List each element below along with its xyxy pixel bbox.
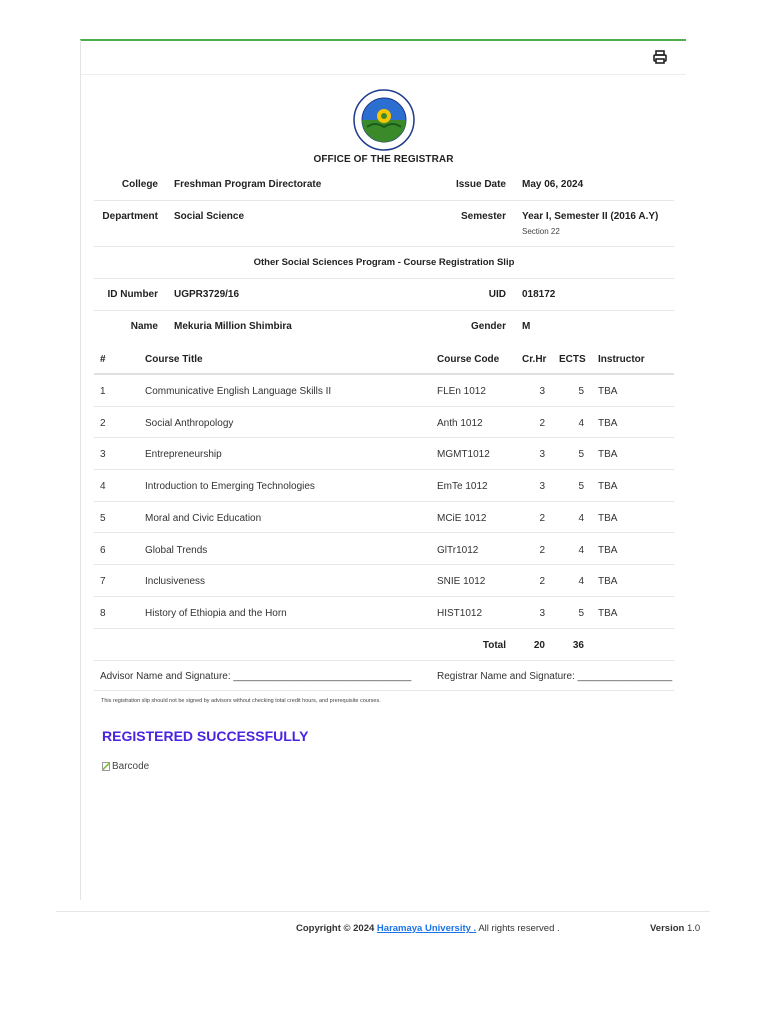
barcode-alt-text: Barcode xyxy=(112,761,150,772)
issue-date-label: Issue Date xyxy=(455,179,506,190)
course-code: GlTr1012 xyxy=(437,544,479,556)
info-row-id xyxy=(94,279,674,311)
table-row xyxy=(94,470,674,502)
footer-version xyxy=(650,923,700,934)
course-crhr: 3 xyxy=(539,481,545,493)
copyright-prefix: Copyright © 2024 xyxy=(296,923,375,934)
table-row xyxy=(94,565,674,597)
row-num: 7 xyxy=(100,576,106,588)
col-code-header: Course Code xyxy=(437,354,500,365)
row-num: 1 xyxy=(100,386,106,397)
course-instructor: TBA xyxy=(598,512,618,524)
slip-title: Other Social Sciences Program - Course Registration Slip xyxy=(253,257,515,268)
gender-label: Gender xyxy=(470,321,506,332)
office-title: OFFICE OF THE REGISTRAR xyxy=(313,154,454,165)
course-ects: 5 xyxy=(578,481,584,493)
uid-value: 018172 xyxy=(522,289,556,300)
total-crhr: 20 xyxy=(533,639,545,651)
course-instructor: TBA xyxy=(598,417,618,429)
id-number-value: UGPR3729/16 xyxy=(174,289,240,300)
course-ects: 4 xyxy=(578,417,584,429)
name-label: Name xyxy=(130,321,158,332)
course-ects: 4 xyxy=(578,544,584,556)
col-crhr-header: Cr.Hr xyxy=(522,354,547,365)
registration-status: REGISTERED SUCCESSFULLY xyxy=(102,728,309,744)
course-ects: 4 xyxy=(578,512,584,524)
course-ects: 5 xyxy=(578,449,584,461)
gender-value: M xyxy=(522,321,531,332)
course-instructor: TBA xyxy=(598,607,618,619)
course-title: Entrepreneurship xyxy=(145,449,222,461)
table-row xyxy=(94,438,674,470)
course-crhr: 3 xyxy=(539,386,545,397)
barcode-image xyxy=(102,761,149,772)
course-crhr: 3 xyxy=(539,449,545,461)
info-row-college xyxy=(94,169,674,201)
university-link[interactable]: Haramaya University . xyxy=(376,923,477,934)
registrar-signature: Registrar Name and Signature: _________________ xyxy=(437,670,673,682)
table-row xyxy=(94,597,674,629)
course-instructor: TBA xyxy=(598,576,618,588)
course-instructor: TBA xyxy=(598,544,618,556)
course-title: Inclusiveness xyxy=(145,576,206,588)
course-instructor: TBA xyxy=(598,386,618,397)
course-crhr: 2 xyxy=(539,417,545,429)
total-row xyxy=(94,629,674,661)
uid-label: UID xyxy=(488,289,506,300)
card-header xyxy=(81,41,686,75)
section-value: Section 22 xyxy=(522,227,560,236)
course-code: MGMT1012 xyxy=(437,449,490,461)
registration-slip-card xyxy=(80,39,686,900)
table-row xyxy=(94,534,674,566)
row-num: 4 xyxy=(100,481,106,493)
name-value: Mekuria Million Shimbira xyxy=(174,321,292,332)
course-title: Communicative English Language Skills II xyxy=(145,386,332,397)
signature-row xyxy=(94,661,674,691)
row-num: 2 xyxy=(100,417,106,429)
row-num: 6 xyxy=(100,544,106,556)
course-code: EmTe 1012 xyxy=(437,481,488,493)
printer-icon[interactable] xyxy=(652,49,668,65)
row-num: 5 xyxy=(100,512,106,524)
course-ects: 5 xyxy=(578,386,584,397)
table-row xyxy=(94,375,674,407)
info-row-name xyxy=(94,311,674,343)
course-title: Introduction to Emerging Technologies xyxy=(145,481,315,493)
issue-date-value: May 06, 2024 xyxy=(522,179,584,190)
course-title: History of Ethiopia and the Horn xyxy=(145,607,287,619)
course-crhr: 2 xyxy=(539,544,545,556)
version-label: Version xyxy=(650,923,685,934)
footer-divider xyxy=(56,911,710,912)
university-seal-icon xyxy=(353,89,415,151)
col-ects-header: ECTS xyxy=(559,354,586,365)
course-title: Global Trends xyxy=(145,544,208,556)
rights-text: All rights reserved . xyxy=(478,923,560,934)
course-title: Social Anthropology xyxy=(145,417,234,429)
course-code: Anth 1012 xyxy=(437,417,483,429)
total-label: Total xyxy=(482,639,506,651)
slip-title-row xyxy=(94,247,674,279)
course-crhr: 2 xyxy=(539,512,545,524)
department-value: Social Science xyxy=(174,211,245,222)
course-ects: 4 xyxy=(578,576,584,588)
college-label: College xyxy=(121,179,158,190)
course-crhr: 2 xyxy=(539,576,545,588)
row-num: 3 xyxy=(100,449,106,461)
course-code: FLEn 1012 xyxy=(437,386,486,397)
info-row-department xyxy=(94,201,674,247)
row-num: 8 xyxy=(100,607,106,619)
college-value: Freshman Program Directorate xyxy=(174,179,322,190)
registration-note: This registration slip should not be signed by advisors without checking total credit hours, and prerequisite courses. xyxy=(101,698,381,704)
total-ects: 36 xyxy=(572,639,584,651)
course-crhr: 3 xyxy=(539,607,545,619)
department-label: Department xyxy=(102,211,158,222)
semester-label: Semester xyxy=(460,211,506,222)
course-table-header xyxy=(94,343,674,375)
course-code: HIST1012 xyxy=(437,607,483,619)
course-code: SNIE 1012 xyxy=(437,576,486,588)
course-title: Moral and Civic Education xyxy=(145,512,262,524)
version-value: 1.0 xyxy=(686,923,701,934)
footer-copyright xyxy=(296,923,560,934)
col-title-header: Course Title xyxy=(145,354,203,365)
semester-value: Year I, Semester II (2016 A.Y) xyxy=(522,211,659,222)
advisor-signature: Advisor Name and Signature: ________________________________ xyxy=(100,670,412,682)
course-ects: 5 xyxy=(578,607,584,619)
course-code: MCiE 1012 xyxy=(437,512,487,524)
broken-image-icon xyxy=(102,762,110,771)
course-instructor: TBA xyxy=(598,449,618,461)
id-number-label: ID Number xyxy=(107,289,158,300)
course-instructor: TBA xyxy=(598,481,618,493)
table-row xyxy=(94,502,674,534)
col-instructor-header: Instructor xyxy=(598,354,645,365)
col-num-header: # xyxy=(100,354,106,365)
table-row xyxy=(94,407,674,439)
